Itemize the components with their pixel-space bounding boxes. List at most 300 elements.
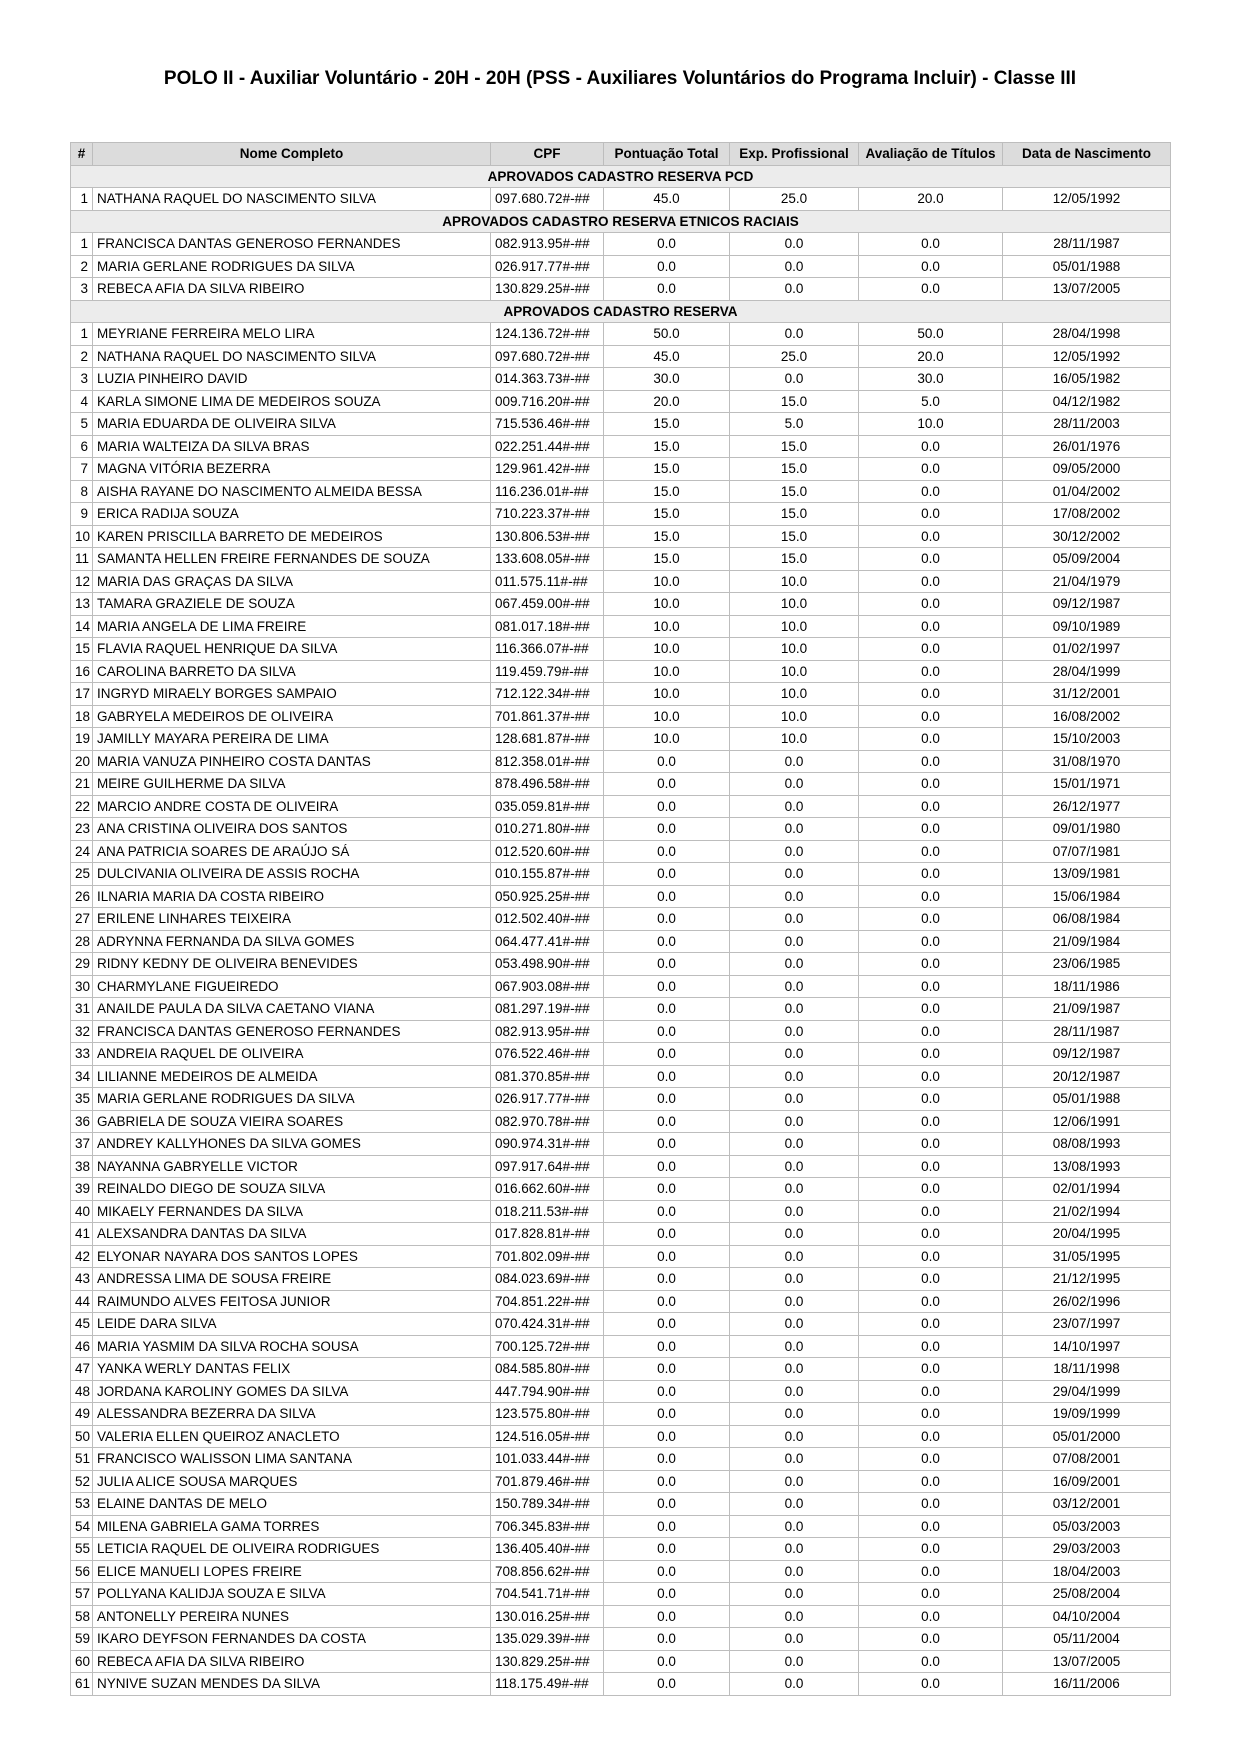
row-index: 29 bbox=[71, 953, 93, 976]
row-index: 33 bbox=[71, 1043, 93, 1066]
title-score: 0.0 bbox=[859, 1470, 1003, 1493]
birth-date: 15/01/1971 bbox=[1003, 773, 1171, 796]
total-score: 0.0 bbox=[604, 818, 730, 841]
title-score: 0.0 bbox=[859, 480, 1003, 503]
experience-score: 0.0 bbox=[730, 1088, 859, 1111]
birth-date: 18/11/1998 bbox=[1003, 1358, 1171, 1381]
birth-date: 09/12/1987 bbox=[1003, 593, 1171, 616]
table-row bbox=[71, 1065, 1171, 1088]
table-row bbox=[71, 840, 1171, 863]
title-score: 20.0 bbox=[859, 345, 1003, 368]
table-row bbox=[71, 548, 1171, 571]
table-row bbox=[71, 1403, 1171, 1426]
table-row bbox=[71, 660, 1171, 683]
experience-score: 0.0 bbox=[730, 1470, 859, 1493]
section-header-row bbox=[71, 300, 1171, 323]
table-row bbox=[71, 1515, 1171, 1538]
experience-score: 0.0 bbox=[730, 1538, 859, 1561]
table-row bbox=[71, 930, 1171, 953]
birth-date: 01/04/2002 bbox=[1003, 480, 1171, 503]
cpf: 050.925.25#-## bbox=[491, 885, 604, 908]
title-score: 0.0 bbox=[859, 885, 1003, 908]
table-row bbox=[71, 750, 1171, 773]
cpf: 116.236.01#-## bbox=[491, 480, 604, 503]
birth-date: 05/03/2003 bbox=[1003, 1515, 1171, 1538]
candidate-name: JAMILLY MAYARA PEREIRA DE LIMA bbox=[93, 728, 491, 751]
experience-score: 0.0 bbox=[730, 233, 859, 256]
cpf: 082.913.95#-## bbox=[491, 1020, 604, 1043]
birth-date: 05/11/2004 bbox=[1003, 1628, 1171, 1651]
total-score: 0.0 bbox=[604, 1043, 730, 1066]
row-index: 15 bbox=[71, 638, 93, 661]
table-row bbox=[71, 413, 1171, 436]
title-score: 0.0 bbox=[859, 1538, 1003, 1561]
section-title: APROVADOS CADASTRO RESERVA PCD bbox=[71, 165, 1171, 188]
row-index: 30 bbox=[71, 975, 93, 998]
experience-score: 0.0 bbox=[730, 1043, 859, 1066]
column-header-birth-date: Data de Nascimento bbox=[1003, 143, 1171, 166]
cpf: 097.680.72#-## bbox=[491, 188, 604, 211]
table-row bbox=[71, 368, 1171, 391]
candidate-name: LETICIA RAQUEL DE OLIVEIRA RODRIGUES bbox=[93, 1538, 491, 1561]
title-score: 0.0 bbox=[859, 525, 1003, 548]
row-index: 37 bbox=[71, 1133, 93, 1156]
row-index: 4 bbox=[71, 390, 93, 413]
table-row bbox=[71, 1200, 1171, 1223]
cpf: 708.856.62#-## bbox=[491, 1560, 604, 1583]
cpf: 022.251.44#-## bbox=[491, 435, 604, 458]
table-row bbox=[71, 233, 1171, 256]
table-row bbox=[71, 683, 1171, 706]
column-header-total-score: Pontuação Total bbox=[604, 143, 730, 166]
candidate-name: TAMARA GRAZIELE DE SOUZA bbox=[93, 593, 491, 616]
candidate-name: ANTONELLY PEREIRA NUNES bbox=[93, 1605, 491, 1628]
cpf: 116.366.07#-## bbox=[491, 638, 604, 661]
total-score: 0.0 bbox=[604, 1268, 730, 1291]
table-row bbox=[71, 1223, 1171, 1246]
row-index: 5 bbox=[71, 413, 93, 436]
title-score: 0.0 bbox=[859, 1673, 1003, 1696]
title-score: 10.0 bbox=[859, 413, 1003, 436]
table-row bbox=[71, 705, 1171, 728]
birth-date: 13/07/2005 bbox=[1003, 278, 1171, 301]
candidate-name: KAREN PRISCILLA BARRETO DE MEDEIROS bbox=[93, 525, 491, 548]
cpf: 018.211.53#-## bbox=[491, 1200, 604, 1223]
candidate-name: ERILENE LINHARES TEIXEIRA bbox=[93, 908, 491, 931]
candidate-name: INGRYD MIRAELY BORGES SAMPAIO bbox=[93, 683, 491, 706]
cpf: 701.802.09#-## bbox=[491, 1245, 604, 1268]
candidate-name: MARIA WALTEIZA DA SILVA BRAS bbox=[93, 435, 491, 458]
row-index: 23 bbox=[71, 818, 93, 841]
row-index: 53 bbox=[71, 1493, 93, 1516]
total-score: 15.0 bbox=[604, 413, 730, 436]
total-score: 0.0 bbox=[604, 1223, 730, 1246]
title-score: 0.0 bbox=[859, 1313, 1003, 1336]
experience-score: 15.0 bbox=[730, 480, 859, 503]
cpf: 700.125.72#-## bbox=[491, 1335, 604, 1358]
total-score: 0.0 bbox=[604, 1628, 730, 1651]
total-score: 0.0 bbox=[604, 885, 730, 908]
row-index: 48 bbox=[71, 1380, 93, 1403]
experience-score: 0.0 bbox=[730, 1650, 859, 1673]
experience-score: 15.0 bbox=[730, 458, 859, 481]
candidate-name: REBECA AFIA DA SILVA RIBEIRO bbox=[93, 278, 491, 301]
table-row bbox=[71, 278, 1171, 301]
birth-date: 28/11/1987 bbox=[1003, 1020, 1171, 1043]
candidate-name: MILENA GABRIELA GAMA TORRES bbox=[93, 1515, 491, 1538]
candidate-name: LEIDE DARA SILVA bbox=[93, 1313, 491, 1336]
cpf: 082.913.95#-## bbox=[491, 233, 604, 256]
experience-score: 0.0 bbox=[730, 368, 859, 391]
title-score: 0.0 bbox=[859, 998, 1003, 1021]
total-score: 0.0 bbox=[604, 773, 730, 796]
table-row bbox=[71, 1313, 1171, 1336]
title-score: 0.0 bbox=[859, 1583, 1003, 1606]
candidate-name: MARCIO ANDRE COSTA DE OLIVEIRA bbox=[93, 795, 491, 818]
cpf: 081.017.18#-## bbox=[491, 615, 604, 638]
birth-date: 29/03/2003 bbox=[1003, 1538, 1171, 1561]
total-score: 0.0 bbox=[604, 233, 730, 256]
birth-date: 28/11/2003 bbox=[1003, 413, 1171, 436]
cpf: 704.851.22#-## bbox=[491, 1290, 604, 1313]
row-index: 26 bbox=[71, 885, 93, 908]
total-score: 0.0 bbox=[604, 1425, 730, 1448]
row-index: 1 bbox=[71, 188, 93, 211]
experience-score: 0.0 bbox=[730, 1673, 859, 1696]
row-index: 45 bbox=[71, 1313, 93, 1336]
title-score: 0.0 bbox=[859, 1448, 1003, 1471]
birth-date: 26/12/1977 bbox=[1003, 795, 1171, 818]
birth-date: 04/12/1982 bbox=[1003, 390, 1171, 413]
experience-score: 0.0 bbox=[730, 1583, 859, 1606]
table-row bbox=[71, 255, 1171, 278]
column-header-title-evaluation: Avaliação de Títulos bbox=[859, 143, 1003, 166]
table-row bbox=[71, 1673, 1171, 1696]
total-score: 0.0 bbox=[604, 255, 730, 278]
table-row bbox=[71, 570, 1171, 593]
birth-date: 20/12/1987 bbox=[1003, 1065, 1171, 1088]
birth-date: 06/08/1984 bbox=[1003, 908, 1171, 931]
cpf: 097.917.64#-## bbox=[491, 1155, 604, 1178]
candidate-name: ANAILDE PAULA DA SILVA CAETANO VIANA bbox=[93, 998, 491, 1021]
experience-score: 0.0 bbox=[730, 1358, 859, 1381]
candidate-name: CAROLINA BARRETO DA SILVA bbox=[93, 660, 491, 683]
title-score: 0.0 bbox=[859, 1358, 1003, 1381]
title-score: 0.0 bbox=[859, 975, 1003, 998]
candidate-name: FLAVIA RAQUEL HENRIQUE DA SILVA bbox=[93, 638, 491, 661]
total-score: 10.0 bbox=[604, 570, 730, 593]
experience-score: 0.0 bbox=[730, 818, 859, 841]
row-index: 3 bbox=[71, 278, 93, 301]
title-score: 0.0 bbox=[859, 773, 1003, 796]
row-index: 12 bbox=[71, 570, 93, 593]
birth-date: 05/01/1988 bbox=[1003, 1088, 1171, 1111]
experience-score: 0.0 bbox=[730, 795, 859, 818]
row-index: 52 bbox=[71, 1470, 93, 1493]
birth-date: 25/08/2004 bbox=[1003, 1583, 1171, 1606]
title-score: 0.0 bbox=[859, 1335, 1003, 1358]
title-score: 0.0 bbox=[859, 750, 1003, 773]
candidate-name: MARIA GERLANE RODRIGUES DA SILVA bbox=[93, 255, 491, 278]
experience-score: 0.0 bbox=[730, 863, 859, 886]
candidate-name: KARLA SIMONE LIMA DE MEDEIROS SOUZA bbox=[93, 390, 491, 413]
total-score: 0.0 bbox=[604, 863, 730, 886]
birth-date: 31/12/2001 bbox=[1003, 683, 1171, 706]
cpf: 129.961.42#-## bbox=[491, 458, 604, 481]
birth-date: 21/04/1979 bbox=[1003, 570, 1171, 593]
total-score: 0.0 bbox=[604, 1245, 730, 1268]
candidate-name: MARIA VANUZA PINHEIRO COSTA DANTAS bbox=[93, 750, 491, 773]
candidate-name: ADRYNNA FERNANDA DA SILVA GOMES bbox=[93, 930, 491, 953]
total-score: 10.0 bbox=[604, 705, 730, 728]
row-index: 61 bbox=[71, 1673, 93, 1696]
row-index: 41 bbox=[71, 1223, 93, 1246]
birth-date: 31/08/1970 bbox=[1003, 750, 1171, 773]
cpf: 070.424.31#-## bbox=[491, 1313, 604, 1336]
title-score: 0.0 bbox=[859, 1380, 1003, 1403]
table-row bbox=[71, 1470, 1171, 1493]
birth-date: 09/05/2000 bbox=[1003, 458, 1171, 481]
experience-score: 0.0 bbox=[730, 1223, 859, 1246]
title-score: 0.0 bbox=[859, 1223, 1003, 1246]
birth-date: 02/01/1994 bbox=[1003, 1178, 1171, 1201]
total-score: 0.0 bbox=[604, 1403, 730, 1426]
table-row bbox=[71, 1560, 1171, 1583]
row-index: 59 bbox=[71, 1628, 93, 1651]
experience-score: 0.0 bbox=[730, 773, 859, 796]
title-score: 0.0 bbox=[859, 1425, 1003, 1448]
experience-score: 0.0 bbox=[730, 1065, 859, 1088]
experience-score: 0.0 bbox=[730, 278, 859, 301]
experience-score: 0.0 bbox=[730, 1560, 859, 1583]
table-row bbox=[71, 1155, 1171, 1178]
candidate-name: MARIA DAS GRAÇAS DA SILVA bbox=[93, 570, 491, 593]
row-index: 27 bbox=[71, 908, 93, 931]
candidate-name: MEIRE GUILHERME DA SILVA bbox=[93, 773, 491, 796]
birth-date: 14/10/1997 bbox=[1003, 1335, 1171, 1358]
experience-score: 10.0 bbox=[730, 638, 859, 661]
row-index: 44 bbox=[71, 1290, 93, 1313]
title-score: 0.0 bbox=[859, 1200, 1003, 1223]
candidate-name: LUZIA PINHEIRO DAVID bbox=[93, 368, 491, 391]
row-index: 42 bbox=[71, 1245, 93, 1268]
total-score: 15.0 bbox=[604, 458, 730, 481]
candidate-name: DULCIVANIA OLIVEIRA DE ASSIS ROCHA bbox=[93, 863, 491, 886]
candidate-name: ERICA RADIJA SOUZA bbox=[93, 503, 491, 526]
title-score: 0.0 bbox=[859, 1065, 1003, 1088]
experience-score: 0.0 bbox=[730, 1245, 859, 1268]
birth-date: 07/08/2001 bbox=[1003, 1448, 1171, 1471]
candidate-name: SAMANTA HELLEN FREIRE FERNANDES DE SOUZA bbox=[93, 548, 491, 571]
birth-date: 16/11/2006 bbox=[1003, 1673, 1171, 1696]
birth-date: 09/01/1980 bbox=[1003, 818, 1171, 841]
experience-score: 0.0 bbox=[730, 1313, 859, 1336]
experience-score: 0.0 bbox=[730, 1335, 859, 1358]
row-index: 38 bbox=[71, 1155, 93, 1178]
table-row bbox=[71, 525, 1171, 548]
total-score: 0.0 bbox=[604, 998, 730, 1021]
title-score: 0.0 bbox=[859, 1493, 1003, 1516]
total-score: 0.0 bbox=[604, 1538, 730, 1561]
birth-date: 18/11/1986 bbox=[1003, 975, 1171, 998]
birth-date: 12/05/1992 bbox=[1003, 188, 1171, 211]
birth-date: 23/06/1985 bbox=[1003, 953, 1171, 976]
row-index: 50 bbox=[71, 1425, 93, 1448]
table-header-row bbox=[71, 143, 1171, 166]
birth-date: 05/01/2000 bbox=[1003, 1425, 1171, 1448]
table-row bbox=[71, 345, 1171, 368]
candidate-name: VALERIA ELLEN QUEIROZ ANACLETO bbox=[93, 1425, 491, 1448]
row-index: 3 bbox=[71, 368, 93, 391]
title-score: 0.0 bbox=[859, 1268, 1003, 1291]
title-score: 0.0 bbox=[859, 1628, 1003, 1651]
row-index: 18 bbox=[71, 705, 93, 728]
candidate-name: REBECA AFIA DA SILVA RIBEIRO bbox=[93, 1650, 491, 1673]
birth-date: 08/08/1993 bbox=[1003, 1133, 1171, 1156]
candidate-name: FRANCISCO WALISSON LIMA SANTANA bbox=[93, 1448, 491, 1471]
table-row bbox=[71, 1380, 1171, 1403]
title-score: 0.0 bbox=[859, 1088, 1003, 1111]
cpf: 136.405.40#-## bbox=[491, 1538, 604, 1561]
table-row bbox=[71, 953, 1171, 976]
experience-score: 15.0 bbox=[730, 435, 859, 458]
birth-date: 19/09/1999 bbox=[1003, 1403, 1171, 1426]
row-index: 21 bbox=[71, 773, 93, 796]
experience-score: 0.0 bbox=[730, 1200, 859, 1223]
row-index: 17 bbox=[71, 683, 93, 706]
candidate-name: ELAINE DANTAS DE MELO bbox=[93, 1493, 491, 1516]
title-score: 0.0 bbox=[859, 615, 1003, 638]
total-score: 10.0 bbox=[604, 615, 730, 638]
title-score: 0.0 bbox=[859, 705, 1003, 728]
section-title: APROVADOS CADASTRO RESERVA bbox=[71, 300, 1171, 323]
table-row bbox=[71, 908, 1171, 931]
row-index: 24 bbox=[71, 840, 93, 863]
total-score: 10.0 bbox=[604, 728, 730, 751]
birth-date: 28/11/1987 bbox=[1003, 233, 1171, 256]
experience-score: 0.0 bbox=[730, 1290, 859, 1313]
total-score: 10.0 bbox=[604, 660, 730, 683]
total-score: 0.0 bbox=[604, 1380, 730, 1403]
title-score: 0.0 bbox=[859, 1403, 1003, 1426]
birth-date: 13/07/2005 bbox=[1003, 1650, 1171, 1673]
row-index: 8 bbox=[71, 480, 93, 503]
total-score: 0.0 bbox=[604, 1313, 730, 1336]
table-row bbox=[71, 1133, 1171, 1156]
candidate-name: ANDRESSA LIMA DE SOUSA FREIRE bbox=[93, 1268, 491, 1291]
total-score: 0.0 bbox=[604, 750, 730, 773]
cpf: 076.522.46#-## bbox=[491, 1043, 604, 1066]
total-score: 0.0 bbox=[604, 1358, 730, 1381]
candidate-name: ELICE MANUELI LOPES FREIRE bbox=[93, 1560, 491, 1583]
row-index: 2 bbox=[71, 345, 93, 368]
row-index: 2 bbox=[71, 255, 93, 278]
birth-date: 15/10/2003 bbox=[1003, 728, 1171, 751]
cpf: 130.016.25#-## bbox=[491, 1605, 604, 1628]
experience-score: 0.0 bbox=[730, 1628, 859, 1651]
experience-score: 0.0 bbox=[730, 930, 859, 953]
title-score: 0.0 bbox=[859, 795, 1003, 818]
birth-date: 26/02/1996 bbox=[1003, 1290, 1171, 1313]
candidate-name: YANKA WERLY DANTAS FELIX bbox=[93, 1358, 491, 1381]
total-score: 15.0 bbox=[604, 548, 730, 571]
title-score: 0.0 bbox=[859, 1178, 1003, 1201]
candidate-name: MARIA GERLANE RODRIGUES DA SILVA bbox=[93, 1088, 491, 1111]
title-score: 0.0 bbox=[859, 1133, 1003, 1156]
total-score: 45.0 bbox=[604, 188, 730, 211]
candidate-name: REINALDO DIEGO DE SOUZA SILVA bbox=[93, 1178, 491, 1201]
row-index: 43 bbox=[71, 1268, 93, 1291]
cpf: 447.794.90#-## bbox=[491, 1380, 604, 1403]
title-score: 0.0 bbox=[859, 503, 1003, 526]
candidate-name: MAGNA VITÓRIA BEZERRA bbox=[93, 458, 491, 481]
cpf: 012.520.60#-## bbox=[491, 840, 604, 863]
row-index: 35 bbox=[71, 1088, 93, 1111]
row-index: 36 bbox=[71, 1110, 93, 1133]
row-index: 56 bbox=[71, 1560, 93, 1583]
birth-date: 16/05/1982 bbox=[1003, 368, 1171, 391]
candidate-name: ANDREIA RAQUEL DE OLIVEIRA bbox=[93, 1043, 491, 1066]
birth-date: 17/08/2002 bbox=[1003, 503, 1171, 526]
experience-score: 0.0 bbox=[730, 908, 859, 931]
title-score: 0.0 bbox=[859, 863, 1003, 886]
experience-score: 10.0 bbox=[730, 593, 859, 616]
cpf: 130.829.25#-## bbox=[491, 1650, 604, 1673]
total-score: 0.0 bbox=[604, 1155, 730, 1178]
table-row bbox=[71, 1628, 1171, 1651]
table-row bbox=[71, 795, 1171, 818]
column-header-cpf: CPF bbox=[491, 143, 604, 166]
table-row bbox=[71, 1448, 1171, 1471]
title-score: 20.0 bbox=[859, 188, 1003, 211]
row-index: 31 bbox=[71, 998, 93, 1021]
row-index: 28 bbox=[71, 930, 93, 953]
experience-score: 0.0 bbox=[730, 1515, 859, 1538]
candidate-name: CHARMYLANE FIGUEIREDO bbox=[93, 975, 491, 998]
column-header-index: # bbox=[71, 143, 93, 166]
candidate-name: ALESSANDRA BEZERRA DA SILVA bbox=[93, 1403, 491, 1426]
experience-score: 0.0 bbox=[730, 255, 859, 278]
cpf: 118.175.49#-## bbox=[491, 1673, 604, 1696]
table-row bbox=[71, 1335, 1171, 1358]
candidate-name: ELYONAR NAYARA DOS SANTOS LOPES bbox=[93, 1245, 491, 1268]
title-score: 0.0 bbox=[859, 1245, 1003, 1268]
candidate-name: NYNIVE SUZAN MENDES DA SILVA bbox=[93, 1673, 491, 1696]
experience-score: 10.0 bbox=[730, 728, 859, 751]
candidate-name: NATHANA RAQUEL DO NASCIMENTO SILVA bbox=[93, 345, 491, 368]
title-score: 0.0 bbox=[859, 1605, 1003, 1628]
table-row bbox=[71, 1245, 1171, 1268]
birth-date: 07/07/1981 bbox=[1003, 840, 1171, 863]
cpf: 133.608.05#-## bbox=[491, 548, 604, 571]
experience-score: 0.0 bbox=[730, 998, 859, 1021]
title-score: 0.0 bbox=[859, 1020, 1003, 1043]
row-index: 20 bbox=[71, 750, 93, 773]
section-header-row bbox=[71, 165, 1171, 188]
total-score: 0.0 bbox=[604, 1110, 730, 1133]
total-score: 15.0 bbox=[604, 480, 730, 503]
total-score: 0.0 bbox=[604, 1560, 730, 1583]
experience-score: 0.0 bbox=[730, 1493, 859, 1516]
birth-date: 23/07/1997 bbox=[1003, 1313, 1171, 1336]
total-score: 0.0 bbox=[604, 1650, 730, 1673]
cpf: 084.023.69#-## bbox=[491, 1268, 604, 1291]
table-row bbox=[71, 1088, 1171, 1111]
total-score: 0.0 bbox=[604, 1583, 730, 1606]
table-row bbox=[71, 998, 1171, 1021]
experience-score: 0.0 bbox=[730, 1155, 859, 1178]
cpf: 701.861.37#-## bbox=[491, 705, 604, 728]
